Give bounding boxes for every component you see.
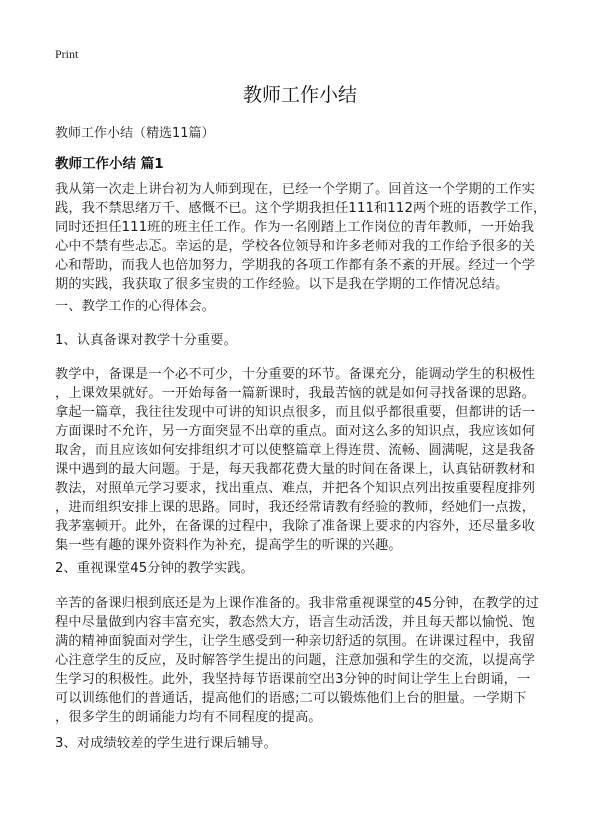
print-label[interactable]: Print (55, 47, 79, 61)
text-line: 课中遇到的最大问题。于是，每天我都花费大量的时间在备课上，认真钻研教材和 (55, 462, 536, 477)
point-three-title: 3、对成绩较差的学生进行课后辅导。 (55, 736, 277, 751)
text-line: 拿起一篇章，我往往发现中可讲的知识点很多，而且似乎都很重要，但都讲的话一 (55, 405, 536, 420)
text-line: ，很多学生的朗诵能力均有不同程度的提高。 (55, 710, 322, 725)
text-line: 取舍，而且应该如何安排组织才可以使整篇章上得连贯、流畅、圆满呢，这是我备 (55, 443, 536, 458)
point-two-paragraph (55, 594, 555, 727)
text-line: 心注意学生的反应，及时解答学生提出的问题，注意加强和学生的交流，以提高学 (55, 653, 536, 668)
text-line: 教学中，备课是一个必不可少，十分重要的环节。备课充分，能调动学生的积极性 (55, 367, 536, 382)
document-subtitle: 教师工作小结（精选11篇） (55, 126, 215, 141)
point-two-title: 2、重视课堂45分钟的教学实践。 (55, 561, 255, 576)
text-line: 集一些有趣的课外资料作为补充，提高学生的听课的兴趣。 (55, 538, 402, 553)
point-one-title: 1、认真备课对教学十分重要。 (55, 333, 237, 348)
text-line: 期的实践，我获取了很多宝贵的工作经验。以下是我在学期的工作情况总结。 (55, 277, 509, 292)
text-line: ，上课效果就好。一开始每备一篇新课时，我最苦恼的就是如何寻找备课的思路。 (55, 386, 536, 401)
text-line: ，进而组织安排上课的思路。同时，我还经常请教有经验的教师，经她们一点拨， (55, 500, 536, 515)
text-line: 心和帮助，而我人也倍加努力，学期我的各项工作都有条不紊的开展。经过一个学 (55, 258, 536, 273)
text-line: 生学习的积极性。此外，我坚持每节语课前空出3分钟的时间让学生上台朗诵，一 (55, 672, 531, 687)
article-heading: 教师工作小结 篇1 (55, 156, 164, 172)
text-line: 可以训练他们的普通话，提高他们的语感;二可以锻炼他们上台的胆量。一学期下 (55, 691, 527, 706)
intro-paragraph (55, 180, 555, 294)
text-line: 我茅塞顿开。此外，在备课的过程中，我除了准备课上要求的内容外，还尽量多收 (55, 519, 536, 534)
page-title: 教师工作小结 (242, 84, 357, 106)
text-line: 教法，对照单元学习要求，找出重点、难点，并把各个知识点列出按重要程度排列 (55, 481, 536, 496)
text-line: 辛苦的备课归根到底还是为上课作准备的。我非常重视课堂的45分钟，在教学的过 (55, 596, 539, 611)
point-one-paragraph (55, 365, 555, 555)
text-line: 践，我不禁思绪万千、感慨不已。这个学期我担任111和112两个班的语教学工作， (55, 201, 547, 216)
text-line: 同时还担任111班的班主任工作。作为一名刚踏上工作岗位的青年教师，一开始我 (55, 220, 535, 235)
text-line: 方面课时不允许，另一方面突显不出章的重点。面对这么多的知识点，我应该如何 (55, 424, 536, 439)
text-line: 程中尽量做到内容丰富充实，教态然大方，语言生动活泼，并且每天都以愉悦、饱 (55, 615, 536, 630)
text-line: 我从第一次走上讲台初为人师到现在，已经一个学期了。回首这一个学期的工作实 (55, 182, 536, 197)
text-line: 心中不禁有些忐忑。幸运的是，学校各位领导和许多老师对我的工作给予很多的关 (55, 239, 536, 254)
text-line: 满的精神面貌面对学生，让学生感受到一种亲切舒适的氛围。在讲课过程中，我留 (55, 634, 536, 649)
section-one-heading: 一、教学工作的心得体会。 (55, 299, 216, 314)
